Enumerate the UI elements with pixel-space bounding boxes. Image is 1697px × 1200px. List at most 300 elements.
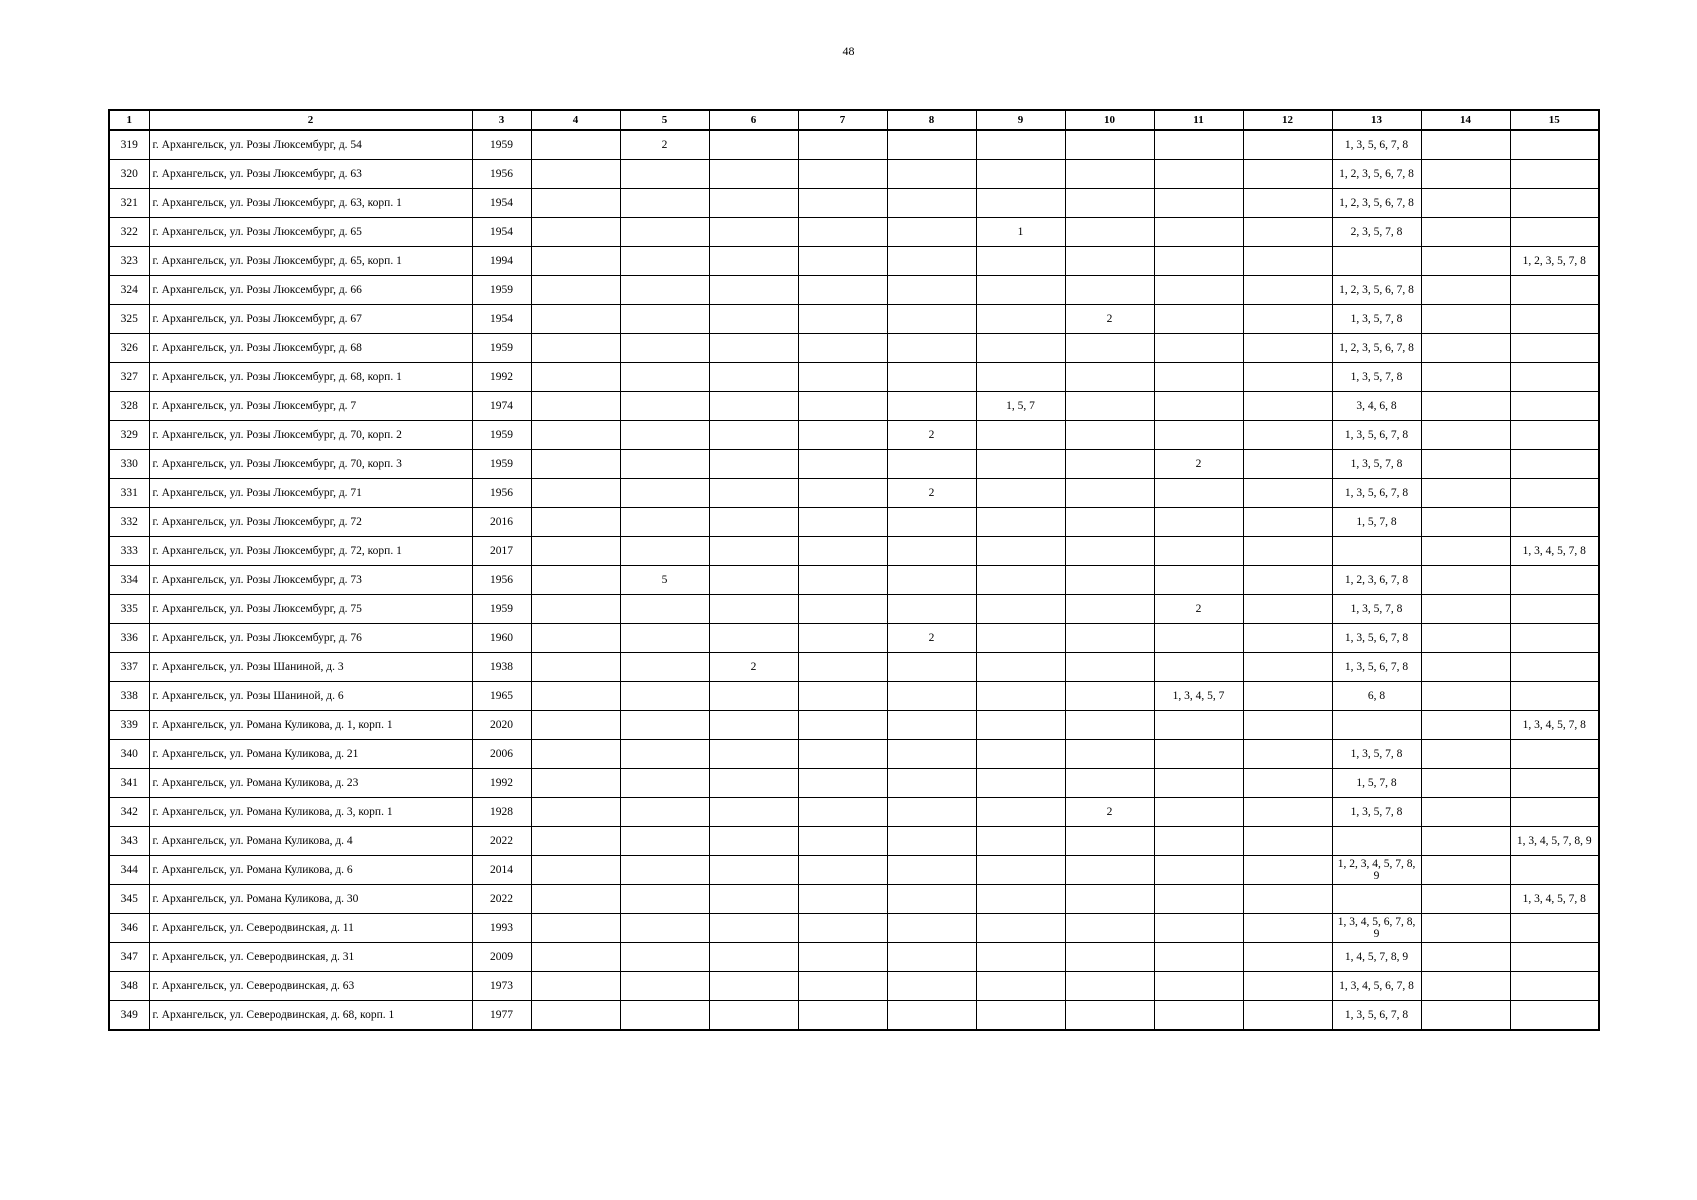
- table-cell-col-14: [1421, 218, 1510, 247]
- table-cell-col-9: [976, 247, 1065, 276]
- table-cell-col-9: [976, 537, 1065, 566]
- year-cell: 2016: [472, 508, 531, 537]
- table-cell-col-9: [976, 798, 1065, 827]
- table-cell-col-12: [1243, 247, 1332, 276]
- row-number-cell: 343: [109, 827, 149, 856]
- column-header-13: 13: [1332, 110, 1421, 130]
- table-cell-col-12: [1243, 740, 1332, 769]
- year-cell: 2006: [472, 740, 531, 769]
- column-header-11: 11: [1154, 110, 1243, 130]
- table-cell-col-15: 1, 3, 4, 5, 7, 8: [1510, 885, 1599, 914]
- table-cell-col-6: [709, 682, 798, 711]
- table-cell-col-12: [1243, 189, 1332, 218]
- table-cell-col-9: [976, 363, 1065, 392]
- table-cell-col-14: [1421, 595, 1510, 624]
- table-cell-col-7: [798, 130, 887, 160]
- table-cell-col-13: 1, 3, 5, 7, 8: [1332, 740, 1421, 769]
- table-cell-col-13: [1332, 885, 1421, 914]
- row-number-cell: 333: [109, 537, 149, 566]
- table-cell-col-10: [1065, 537, 1154, 566]
- table-cell-col-5: 2: [620, 130, 709, 160]
- table-cell-col-6: [709, 276, 798, 305]
- address-cell: г. Архангельск, ул. Розы Люксембург, д. 72, корп. 1: [149, 537, 472, 566]
- table-cell-col-7: [798, 798, 887, 827]
- table-cell-col-7: [798, 856, 887, 885]
- table-cell-col-12: [1243, 769, 1332, 798]
- table-cell-col-5: [620, 363, 709, 392]
- table-cell-col-13: 1, 3, 5, 7, 8: [1332, 363, 1421, 392]
- table-cell-col-5: [620, 827, 709, 856]
- table-row: [109, 1001, 1599, 1031]
- table-cell-col-6: [709, 334, 798, 363]
- year-cell: 1994: [472, 247, 531, 276]
- table-cell-col-11: [1154, 566, 1243, 595]
- table-cell-col-4: [531, 334, 620, 363]
- table-cell-col-8: [887, 363, 976, 392]
- table-cell-col-15: 1, 3, 4, 5, 7, 8: [1510, 711, 1599, 740]
- address-cell: г. Архангельск, ул. Розы Люксембург, д. 66: [149, 276, 472, 305]
- table-cell-col-12: [1243, 885, 1332, 914]
- table-cell-col-5: [620, 943, 709, 972]
- table-row: [109, 363, 1599, 392]
- table-row: [109, 827, 1599, 856]
- table-cell-col-4: [531, 856, 620, 885]
- table-cell-col-14: [1421, 537, 1510, 566]
- row-number-cell: 347: [109, 943, 149, 972]
- table-cell-col-15: [1510, 624, 1599, 653]
- table-cell-col-11: [1154, 508, 1243, 537]
- table-cell-col-14: [1421, 160, 1510, 189]
- table-cell-col-13: 1, 3, 5, 7, 8: [1332, 450, 1421, 479]
- table-cell-col-6: [709, 450, 798, 479]
- table-cell-col-13: 1, 2, 3, 4, 5, 7, 8, 9: [1332, 856, 1421, 885]
- address-cell: г. Архангельск, ул. Розы Люксембург, д. 67: [149, 305, 472, 334]
- table-cell-col-8: [887, 276, 976, 305]
- table-cell-col-13: 1, 3, 5, 7, 8: [1332, 595, 1421, 624]
- table-cell-col-13: 1, 3, 4, 5, 6, 7, 8: [1332, 972, 1421, 1001]
- table-row: [109, 885, 1599, 914]
- table-cell-col-13: 1, 4, 5, 7, 8, 9: [1332, 943, 1421, 972]
- table-row: [109, 769, 1599, 798]
- table-cell-col-10: [1065, 856, 1154, 885]
- table-cell-col-7: [798, 711, 887, 740]
- table-cell-col-11: [1154, 130, 1243, 160]
- table-cell-col-4: [531, 566, 620, 595]
- table-cell-col-12: [1243, 856, 1332, 885]
- table-cell-col-12: [1243, 653, 1332, 682]
- table-cell-col-4: [531, 450, 620, 479]
- table-cell-col-15: [1510, 450, 1599, 479]
- table-cell-col-8: [887, 392, 976, 421]
- column-header-1: 1: [109, 110, 149, 130]
- table-cell-col-7: [798, 682, 887, 711]
- table-cell-col-9: 1, 5, 7: [976, 392, 1065, 421]
- table-cell-col-4: [531, 682, 620, 711]
- address-cell: г. Архангельск, ул. Розы Люксембург, д. 70, корп. 2: [149, 421, 472, 450]
- table-cell-col-11: [1154, 943, 1243, 972]
- table-cell-col-4: [531, 247, 620, 276]
- table-cell-col-9: [976, 972, 1065, 1001]
- table-cell-col-13: 1, 3, 5, 7, 8: [1332, 798, 1421, 827]
- table-cell-col-10: [1065, 769, 1154, 798]
- table-cell-col-12: [1243, 943, 1332, 972]
- row-number-cell: 331: [109, 479, 149, 508]
- table-cell-col-8: [887, 566, 976, 595]
- table-cell-col-13: [1332, 827, 1421, 856]
- table-cell-col-4: [531, 972, 620, 1001]
- table-cell-col-8: [887, 943, 976, 972]
- table-cell-col-4: [531, 189, 620, 218]
- table-cell-col-5: [620, 450, 709, 479]
- table-cell-col-15: 1, 3, 4, 5, 7, 8, 9: [1510, 827, 1599, 856]
- table-cell-col-8: [887, 450, 976, 479]
- table-cell-col-9: [976, 595, 1065, 624]
- data-table: [108, 109, 1600, 1031]
- table-cell-col-13: [1332, 537, 1421, 566]
- table-row: [109, 856, 1599, 885]
- table-cell-col-10: [1065, 450, 1154, 479]
- table-cell-col-10: [1065, 624, 1154, 653]
- address-cell: г. Архангельск, ул. Северодвинская, д. 31: [149, 943, 472, 972]
- table-cell-col-10: [1065, 130, 1154, 160]
- table-cell-col-15: 1, 2, 3, 5, 7, 8: [1510, 247, 1599, 276]
- table-cell-col-15: [1510, 972, 1599, 1001]
- table-cell-col-8: 2: [887, 624, 976, 653]
- table-cell-col-13: 6, 8: [1332, 682, 1421, 711]
- table-cell-col-6: [709, 798, 798, 827]
- table-cell-col-14: [1421, 972, 1510, 1001]
- table-cell-col-15: [1510, 769, 1599, 798]
- year-cell: 1992: [472, 769, 531, 798]
- table-cell-col-4: [531, 711, 620, 740]
- table-cell-col-4: [531, 276, 620, 305]
- table-cell-col-7: [798, 972, 887, 1001]
- table-cell-col-12: [1243, 334, 1332, 363]
- table-cell-col-13: 1, 3, 5, 6, 7, 8: [1332, 653, 1421, 682]
- address-cell: г. Архангельск, ул. Розы Люксембург, д. 75: [149, 595, 472, 624]
- table-cell-col-15: [1510, 160, 1599, 189]
- table-row: [109, 740, 1599, 769]
- address-cell: г. Архангельск, ул. Романа Куликова, д. 1, корп. 1: [149, 711, 472, 740]
- table-cell-col-8: [887, 160, 976, 189]
- year-cell: 1959: [472, 421, 531, 450]
- table-row: [109, 798, 1599, 827]
- table-cell-col-7: [798, 160, 887, 189]
- table-cell-col-10: [1065, 421, 1154, 450]
- table-cell-col-11: 2: [1154, 450, 1243, 479]
- table-cell-col-13: 1, 2, 3, 5, 6, 7, 8: [1332, 276, 1421, 305]
- table-cell-col-12: [1243, 682, 1332, 711]
- row-number-cell: 337: [109, 653, 149, 682]
- table-cell-col-13: 1, 3, 5, 6, 7, 8: [1332, 624, 1421, 653]
- year-cell: 1954: [472, 189, 531, 218]
- table-cell-col-8: [887, 1001, 976, 1031]
- column-header-8: 8: [887, 110, 976, 130]
- table-cell-col-9: 1: [976, 218, 1065, 247]
- table-cell-col-10: [1065, 972, 1154, 1001]
- row-number-cell: 346: [109, 914, 149, 943]
- row-number-cell: 335: [109, 595, 149, 624]
- table-cell-col-6: [709, 624, 798, 653]
- address-cell: г. Архангельск, ул. Розы Люксембург, д. 54: [149, 130, 472, 160]
- table-row: [109, 508, 1599, 537]
- table-cell-col-5: [620, 189, 709, 218]
- table-cell-col-5: [620, 334, 709, 363]
- table-cell-col-11: [1154, 972, 1243, 1001]
- table-cell-col-10: [1065, 827, 1154, 856]
- table-cell-col-7: [798, 827, 887, 856]
- table-cell-col-11: [1154, 740, 1243, 769]
- row-number-cell: 320: [109, 160, 149, 189]
- table-row: [109, 566, 1599, 595]
- address-cell: г. Архангельск, ул. Розы Шаниной, д. 6: [149, 682, 472, 711]
- row-number-cell: 336: [109, 624, 149, 653]
- table-cell-col-14: [1421, 885, 1510, 914]
- table-cell-col-7: [798, 508, 887, 537]
- table-cell-col-5: [620, 218, 709, 247]
- table-cell-col-11: [1154, 276, 1243, 305]
- table-cell-col-6: [709, 827, 798, 856]
- table-cell-col-4: [531, 479, 620, 508]
- table-cell-col-6: [709, 421, 798, 450]
- table-cell-col-9: [976, 276, 1065, 305]
- table-cell-col-4: [531, 943, 620, 972]
- address-cell: г. Архангельск, ул. Романа Куликова, д. 3, корп. 1: [149, 798, 472, 827]
- table-cell-col-15: [1510, 305, 1599, 334]
- table-cell-col-5: 5: [620, 566, 709, 595]
- table-row: [109, 421, 1599, 450]
- table-cell-col-12: [1243, 130, 1332, 160]
- table-cell-col-8: [887, 189, 976, 218]
- row-number-cell: 325: [109, 305, 149, 334]
- table-cell-col-10: [1065, 711, 1154, 740]
- table-cell-col-7: [798, 363, 887, 392]
- table-cell-col-9: [976, 160, 1065, 189]
- table-cell-col-7: [798, 595, 887, 624]
- table-cell-col-7: [798, 305, 887, 334]
- year-cell: 1938: [472, 653, 531, 682]
- table-cell-col-9: [976, 624, 1065, 653]
- table-cell-col-7: [798, 537, 887, 566]
- table-cell-col-7: [798, 653, 887, 682]
- row-number-cell: 342: [109, 798, 149, 827]
- table-cell-col-6: [709, 914, 798, 943]
- table-cell-col-13: 2, 3, 5, 7, 8: [1332, 218, 1421, 247]
- table-cell-col-10: [1065, 189, 1154, 218]
- column-header-6: 6: [709, 110, 798, 130]
- year-cell: 1954: [472, 305, 531, 334]
- table-cell-col-13: 1, 3, 4, 5, 6, 7, 8, 9: [1332, 914, 1421, 943]
- table-cell-col-10: [1065, 740, 1154, 769]
- table-cell-col-9: [976, 943, 1065, 972]
- table-cell-col-10: [1065, 508, 1154, 537]
- table-cell-col-4: [531, 827, 620, 856]
- table-cell-col-5: [620, 305, 709, 334]
- table-cell-col-8: [887, 682, 976, 711]
- table-cell-col-11: [1154, 856, 1243, 885]
- table-cell-col-7: [798, 769, 887, 798]
- table-cell-col-6: [709, 856, 798, 885]
- table-cell-col-15: 1, 3, 4, 5, 7, 8: [1510, 537, 1599, 566]
- year-cell: 1959: [472, 276, 531, 305]
- table-cell-col-10: [1065, 218, 1154, 247]
- table-cell-col-12: [1243, 798, 1332, 827]
- column-header-15: 15: [1510, 110, 1599, 130]
- year-cell: 2022: [472, 885, 531, 914]
- table-cell-col-7: [798, 247, 887, 276]
- table-cell-col-8: [887, 537, 976, 566]
- table-cell-col-11: [1154, 885, 1243, 914]
- table-cell-col-15: [1510, 1001, 1599, 1031]
- table-cell-col-5: [620, 479, 709, 508]
- table-cell-col-13: 1, 3, 5, 6, 7, 8: [1332, 421, 1421, 450]
- table-cell-col-6: [709, 160, 798, 189]
- column-header-9: 9: [976, 110, 1065, 130]
- table-row: [109, 160, 1599, 189]
- table-cell-col-11: [1154, 798, 1243, 827]
- table-cell-col-6: [709, 479, 798, 508]
- table-cell-col-6: [709, 247, 798, 276]
- row-number-cell: 324: [109, 276, 149, 305]
- table-cell-col-12: [1243, 305, 1332, 334]
- table-cell-col-13: 1, 3, 5, 6, 7, 8: [1332, 130, 1421, 160]
- address-cell: г. Архангельск, ул. Розы Люксембург, д. 73: [149, 566, 472, 595]
- address-cell: г. Архангельск, ул. Розы Шаниной, д. 3: [149, 653, 472, 682]
- table-cell-col-12: [1243, 827, 1332, 856]
- table-cell-col-15: [1510, 189, 1599, 218]
- table-cell-col-7: [798, 885, 887, 914]
- table-cell-col-4: [531, 537, 620, 566]
- table-cell-col-11: [1154, 914, 1243, 943]
- row-number-cell: 344: [109, 856, 149, 885]
- table-cell-col-11: [1154, 624, 1243, 653]
- table-cell-col-4: [531, 798, 620, 827]
- table-cell-col-9: [976, 914, 1065, 943]
- table-row: [109, 305, 1599, 334]
- table-cell-col-5: [620, 624, 709, 653]
- table-cell-col-12: [1243, 392, 1332, 421]
- table-cell-col-12: [1243, 479, 1332, 508]
- table-row: [109, 276, 1599, 305]
- table-cell-col-8: [887, 885, 976, 914]
- table-cell-col-10: [1065, 682, 1154, 711]
- column-header-7: 7: [798, 110, 887, 130]
- year-cell: 1993: [472, 914, 531, 943]
- table-cell-col-12: [1243, 218, 1332, 247]
- table-cell-col-15: [1510, 682, 1599, 711]
- table-cell-col-6: [709, 130, 798, 160]
- year-cell: 1974: [472, 392, 531, 421]
- table-cell-col-8: [887, 218, 976, 247]
- table-cell-col-4: [531, 653, 620, 682]
- table-cell-col-8: [887, 914, 976, 943]
- address-cell: г. Архангельск, ул. Северодвинская, д. 63: [149, 972, 472, 1001]
- table-cell-col-9: [976, 189, 1065, 218]
- table-cell-col-14: [1421, 363, 1510, 392]
- table-row: [109, 595, 1599, 624]
- table-row: [109, 392, 1599, 421]
- table-cell-col-8: [887, 247, 976, 276]
- table-cell-col-7: [798, 421, 887, 450]
- table-cell-col-11: [1154, 537, 1243, 566]
- year-cell: 1977: [472, 1001, 531, 1031]
- row-number-cell: 319: [109, 130, 149, 160]
- table-cell-col-14: [1421, 566, 1510, 595]
- table-cell-col-11: [1154, 305, 1243, 334]
- table-cell-col-10: [1065, 943, 1154, 972]
- year-cell: 1959: [472, 334, 531, 363]
- table-cell-col-5: [620, 914, 709, 943]
- table-row: [109, 247, 1599, 276]
- table-cell-col-8: [887, 798, 976, 827]
- table-cell-col-4: [531, 914, 620, 943]
- table-cell-col-5: [620, 653, 709, 682]
- table-cell-col-11: 2: [1154, 595, 1243, 624]
- table-row: [109, 711, 1599, 740]
- table-cell-col-11: [1154, 421, 1243, 450]
- table-cell-col-10: [1065, 363, 1154, 392]
- table-cell-col-15: [1510, 653, 1599, 682]
- table-cell-col-4: [531, 421, 620, 450]
- table-cell-col-8: [887, 711, 976, 740]
- table-row: [109, 479, 1599, 508]
- table-cell-col-12: [1243, 276, 1332, 305]
- table-cell-col-10: [1065, 479, 1154, 508]
- table-cell-col-14: [1421, 305, 1510, 334]
- table-cell-col-11: [1154, 218, 1243, 247]
- table-row: [109, 943, 1599, 972]
- table-cell-col-15: [1510, 943, 1599, 972]
- address-cell: г. Архангельск, ул. Розы Люксембург, д. 72: [149, 508, 472, 537]
- table-cell-col-14: [1421, 334, 1510, 363]
- row-number-cell: 329: [109, 421, 149, 450]
- table-row: [109, 334, 1599, 363]
- table-cell-col-14: [1421, 276, 1510, 305]
- row-number-cell: 326: [109, 334, 149, 363]
- table-cell-col-4: [531, 624, 620, 653]
- table-cell-col-4: [531, 508, 620, 537]
- year-cell: 2014: [472, 856, 531, 885]
- table-cell-col-12: [1243, 363, 1332, 392]
- table-cell-col-14: [1421, 189, 1510, 218]
- table-cell-col-15: [1510, 218, 1599, 247]
- table-cell-col-15: [1510, 130, 1599, 160]
- table-cell-col-9: [976, 827, 1065, 856]
- table-cell-col-4: [531, 160, 620, 189]
- table-cell-col-10: [1065, 276, 1154, 305]
- table-cell-col-5: [620, 682, 709, 711]
- year-cell: 1956: [472, 566, 531, 595]
- table-cell-col-14: [1421, 508, 1510, 537]
- table-cell-col-11: [1154, 247, 1243, 276]
- table-cell-col-9: [976, 856, 1065, 885]
- table-cell-col-6: [709, 363, 798, 392]
- year-cell: 1954: [472, 218, 531, 247]
- table-cell-col-9: [976, 305, 1065, 334]
- table-cell-col-6: [709, 566, 798, 595]
- table-cell-col-10: [1065, 334, 1154, 363]
- row-number-cell: 339: [109, 711, 149, 740]
- table-cell-col-14: [1421, 450, 1510, 479]
- table-cell-col-7: [798, 276, 887, 305]
- table-cell-col-9: [976, 885, 1065, 914]
- column-header-10: 10: [1065, 110, 1154, 130]
- table-cell-col-9: [976, 566, 1065, 595]
- table-cell-col-15: [1510, 740, 1599, 769]
- table-cell-col-7: [798, 943, 887, 972]
- table-cell-col-11: [1154, 160, 1243, 189]
- row-number-cell: 349: [109, 1001, 149, 1031]
